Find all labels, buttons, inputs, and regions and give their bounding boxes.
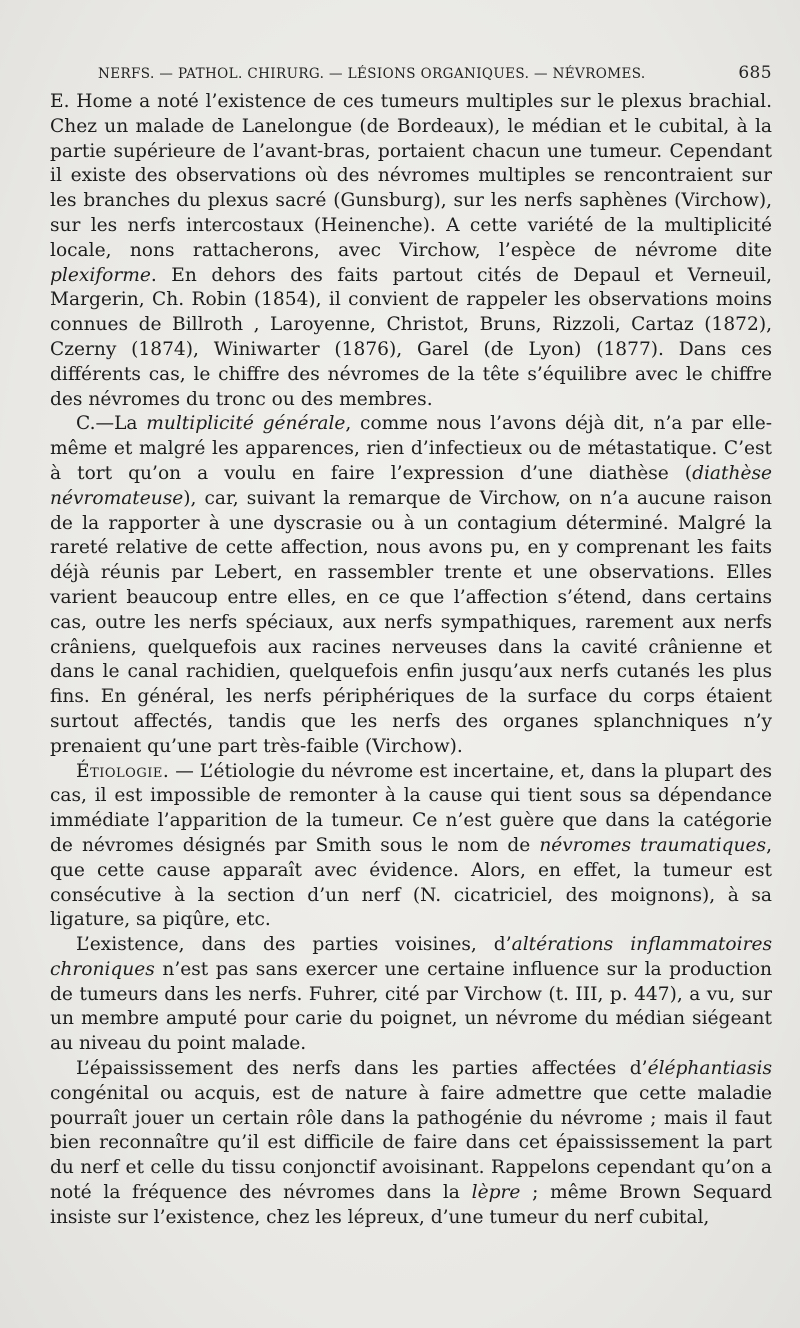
italic-phrase: éléphantiasis [647,1058,772,1080]
text-run: C.—La [76,413,147,435]
running-head [90,60,772,90]
paragraph-elephantiasis [50,1057,772,1231]
page-number: 685 [738,63,772,83]
body-text [50,90,772,1231]
italic-phrase: altérations inflammatoires chroniques [50,934,773,980]
italic-phrase: névromes traumatiques [539,834,767,856]
italic-phrase: lèpre [471,1182,521,1204]
italic-phrase: diathèse névromateuse [50,462,772,509]
section-heading: Étiologie. [76,760,170,782]
text-run: ; même Brown Sequard insiste sur l’existence, chez les lépreux, d’une tumeur du nerf cubital, [50,1182,772,1228]
text-run: . En dehors des faits partout cités de Depaul et Verneuil, Margerin, Ch. Robin (1854), il convient de rappeler les observations moins connues de Billroth , Laroyenne, Christot, Bruns, Rizzoli, Cartaz (1872), Czerny (1874), Winiwarter (1876), Garel (de Lyon) (1877). Dans ces différents cas, le chiffre des névromes de la tête s’équilibre avec le chiffre des névromes du tronc ou des membres. [50,264,772,410]
paragraph-multiplicite-locale [50,90,772,412]
text-run: L’existence, dans des parties voisines, d’ [76,934,512,956]
italic-phrase: plexiforme [50,264,151,286]
italic-phrase: multiplicité générale [146,413,346,435]
text-run: n’est pas sans exercer une certaine influence sur la production de tumeurs dans les nerfs. Fuhrer, cité par Virchow (t. III, p. 447), a vu, sur un membre amputé pour carie du poignet, un névrome du médian siégeant au niveau du point malade. [50,958,772,1055]
text-run: , que cette cause apparaît avec évidence. Alors, en effet, la tumeur est consécutive à la section d’un nerf (N. cicatriciel, des moignons), à sa ligature, sa piqûre, etc. [50,834,772,931]
paragraph-alterations-inflammatoires [50,933,772,1057]
text-run: , comme nous l’avons déjà dit, n’a par elle-même et malgré les apparences, rien d’infectieux ou de métastatique. C’est à tort qu’on a voulu en faire l’expression d’une diathèse ( [50,413,772,484]
text-run: congénital ou acquis, est de nature à faire admettre que cette maladie pourraît jouer un certain rôle dans la pathogénie du névrome ; mais il faut bien reconnaître qu’il est difficile de faire dans cet épaississement la part du nerf et celle du tissu conjonctif avoisinant. Rappelons cependant qu’on a noté la fréquence des névromes dans la [50,1082,772,1204]
paragraph-etiologie [50,760,772,934]
text-run: E. Home a noté l’existence de ces tumeurs multiples sur le plexus brachial. Chez un malade de Lanelongue (de Bordeaux), le médian et le cubital, à la partie supérieure de l’avant-bras, portaient chacun une tumeur. Cependant il existe des observations où des névromes multiples se rencontraient sur les branches du plexus sacré (Gunsburg), sur les nerfs saphènes (Virchow), sur les nerfs intercostaux (Heinenche). A cette variété de la multiplicité locale, nons rattacherons, avec Virchow, l’espèce de névrome dite [50,91,772,261]
running-title: NERFS. — PATHOL. CHIRURG. — LÉSIONS ORGANIQUES. — NÉVROMES. [98,66,646,82]
text-run: — L’étiologie du névrome est incertaine, et, dans la plupart des cas, il est impossible de remonter à la cause qui tient sous sa dépendance immédiate l’apparition de la tumeur. Ce n’est guère que dans la catégorie de névromes désignés par Smith sous le nom de [50,760,772,856]
paragraph-multiplicite-generale [50,412,772,759]
text-run: L’épaississement des nerfs dans les parties affectées d’ [76,1058,648,1080]
text-run: ), car, suivant la remarque de Virchow, on n’a aucune raison de la rapporter à une dyscrasie ou à un contagium déterminé. Malgré la rareté relative de cette affection, nous avons pu, en y comprenant les faits déjà réunis par Lebert, en rassembler trente et une observations. Elles varient beaucoup entre elles, en ce que l’affection s’étend, dans certains cas, outre les nerfs spéciaux, aux nerfs sympathiques, rarement aux nerfs crâniens, quelquefois aux racines nerveuses dans la cavité crânienne et dans le canal rachidien, quelquefois enfin jusqu’aux nerfs cutanés les plus fins. En général, les nerfs périphériques de la surface du corps étaient surtout affectés, tandis que les nerfs des organes splanchniques n’y prenaient qu’une part très-faible (Virchow). [50,487,772,757]
